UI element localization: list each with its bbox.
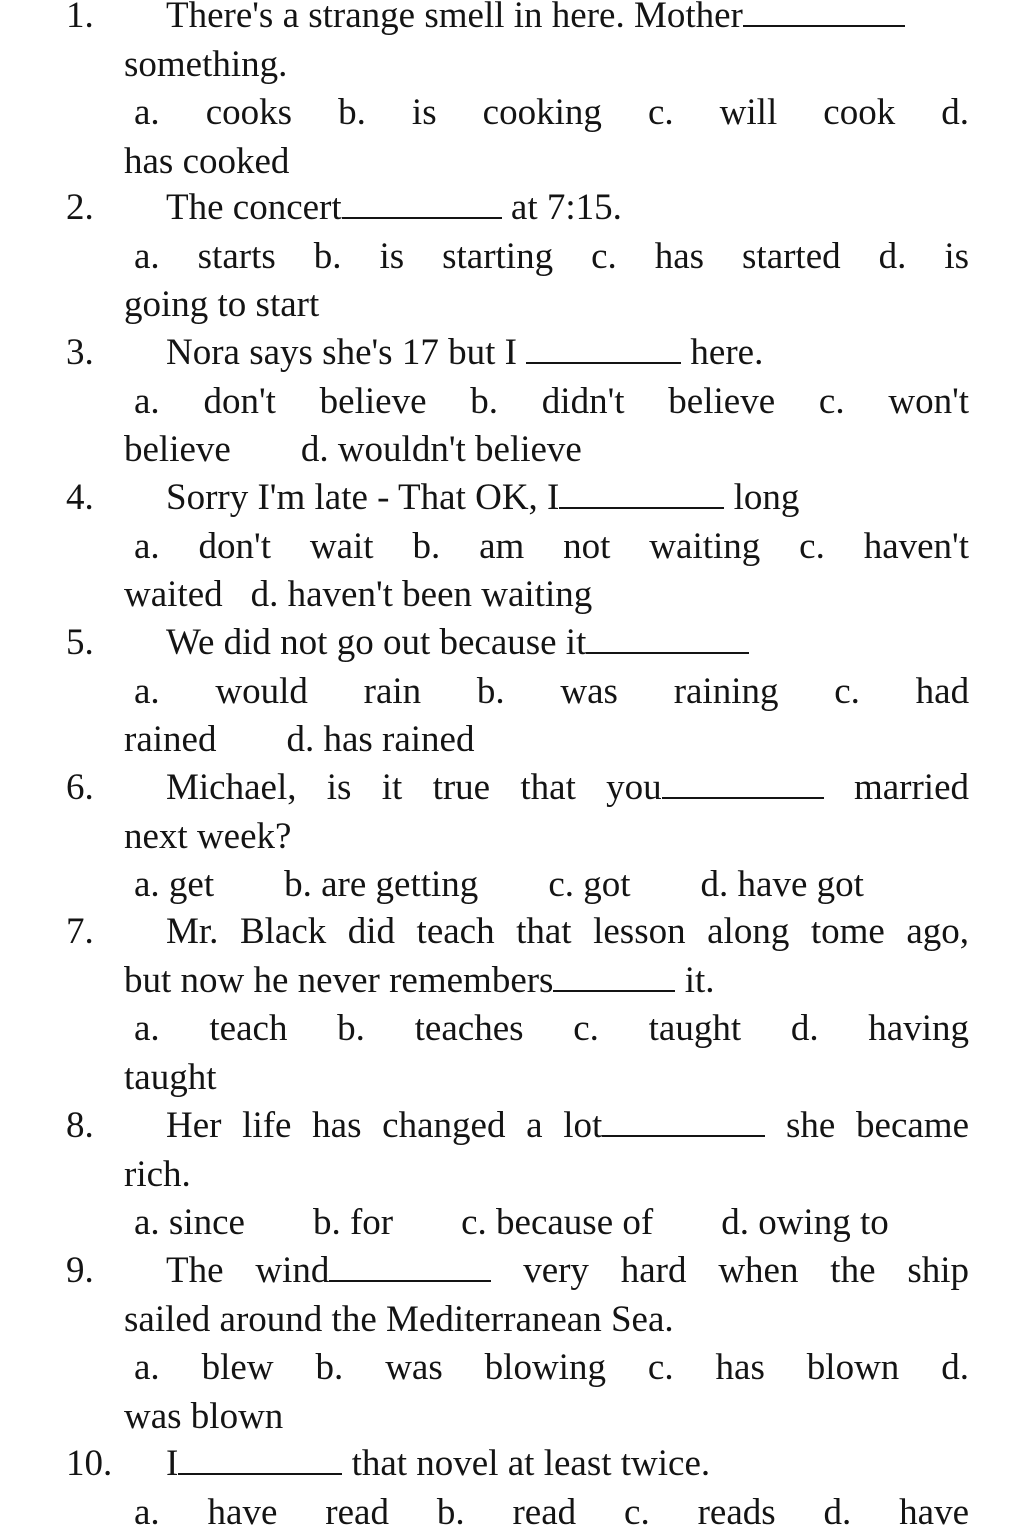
question-stem — [0, 764, 1024, 813]
stem-text: Her life has changed a lot — [166, 1105, 603, 1146]
option-d[interactable]: d. wouldn't believe — [300, 429, 582, 470]
option-b[interactable]: b. are getting — [284, 864, 479, 905]
question-stem — [0, 184, 1024, 233]
question-6 — [0, 764, 1024, 910]
option-d[interactable]: d. have — [823, 1491, 970, 1531]
options-row — [0, 233, 1024, 282]
options-row — [0, 861, 1024, 910]
options-row — [0, 523, 1024, 572]
option-a[interactable]: a. starts — [134, 235, 276, 277]
option-a[interactable]: a. blew — [134, 1347, 274, 1388]
option-d-continuation[interactable]: going to start — [124, 284, 320, 325]
stem-continuation: something. — [124, 43, 288, 85]
options-row — [0, 1005, 1024, 1054]
stem-text: The wind — [166, 1250, 330, 1291]
question-number: 2. — [66, 187, 94, 228]
stem-text: Sorry I'm late - That OK, I — [166, 477, 560, 518]
stem-continuation: sailed around the Mediterranean Sea. — [124, 1298, 674, 1340]
stem-text: The concert — [166, 187, 342, 228]
stem-text-after: it. — [684, 959, 715, 1001]
question-2 — [0, 184, 1024, 330]
option-c[interactable]: c. haven't — [799, 525, 970, 567]
stem-text: I — [166, 1443, 179, 1484]
option-b[interactable]: b. is cooking — [338, 92, 602, 133]
question-8 — [0, 1102, 1024, 1248]
option-a[interactable]: a. don't believe — [134, 380, 427, 422]
option-b[interactable]: b. teaches — [337, 1008, 524, 1049]
option-b[interactable]: b. was blowing — [315, 1347, 606, 1388]
question-number: 6. — [66, 767, 94, 808]
option-d[interactable]: d. haven't been waiting — [250, 574, 593, 615]
option-d[interactable]: d. have got — [700, 864, 864, 905]
option-c-continuation[interactable]: believe — [124, 429, 231, 470]
option-d[interactable]: d. — [941, 92, 970, 133]
stem-text: Mr. Black did teach that lesson along tome ago, — [166, 911, 969, 952]
question-stem — [0, 329, 1024, 378]
question-stem — [0, 908, 1024, 957]
answer-blank[interactable] — [329, 1280, 491, 1282]
option-d-continuation[interactable]: taught — [124, 1056, 217, 1098]
option-d[interactable]: d. is — [878, 235, 970, 277]
option-d[interactable]: d. — [941, 1347, 970, 1388]
option-b[interactable]: b. am not waiting — [412, 525, 761, 567]
option-c[interactable] — [834, 671, 969, 712]
option-b[interactable]: b. didn't believe — [470, 380, 776, 422]
stem-text: We did not go out because it — [166, 622, 587, 663]
stem-text-after: here. — [690, 332, 764, 373]
option-c[interactable]: c. reads — [624, 1491, 776, 1531]
stem-text-after: very hard when the ship — [523, 1250, 970, 1291]
option-word: rain — [363, 670, 422, 712]
option-word: was — [560, 670, 618, 712]
option-letter: a. — [134, 670, 160, 712]
answer-blank[interactable] — [743, 25, 905, 27]
question-7 — [0, 908, 1024, 1102]
option-b[interactable]: b. is starting — [313, 235, 554, 277]
option-c[interactable]: c. won't — [818, 380, 970, 422]
question-stem — [0, 0, 1024, 41]
option-c[interactable]: c. taught — [573, 1008, 742, 1049]
stem-text: Nora says she's 17 but I — [166, 332, 517, 373]
question-number: 8. — [66, 1105, 94, 1146]
stem-text-after: at 7:15. — [510, 187, 622, 228]
question-number: 10. — [66, 1443, 113, 1484]
options-continuation — [0, 716, 1024, 765]
question-3 — [0, 329, 1024, 475]
options-row — [0, 378, 1024, 427]
option-c[interactable]: c. will cook — [647, 92, 896, 133]
answer-blank[interactable] — [662, 797, 824, 799]
answer-blank[interactable] — [526, 362, 681, 364]
stem-text-after: that novel at least twice. — [351, 1443, 711, 1484]
option-word: had — [915, 670, 970, 712]
options-continuation — [0, 426, 1024, 475]
answer-blank[interactable] — [602, 1135, 765, 1137]
stem-continuation: rich. — [124, 1153, 191, 1195]
stem-text: Michael, is it true that you — [166, 767, 662, 808]
option-a[interactable] — [134, 671, 421, 712]
question-10 — [0, 1440, 1024, 1531]
stem-continuation — [0, 957, 1024, 1006]
option-c[interactable]: c. has blown — [647, 1347, 900, 1388]
stem-text-after: long — [733, 477, 800, 518]
option-a[interactable]: a. since — [134, 1202, 245, 1243]
question-5 — [0, 619, 1024, 765]
question-number: 3. — [66, 332, 94, 373]
question-number: 9. — [66, 1250, 94, 1291]
stem-text: but now he never remembers — [124, 959, 554, 1001]
question-number: 7. — [66, 911, 94, 952]
question-1 — [0, 0, 1024, 186]
options-row — [0, 89, 1024, 138]
answer-blank[interactable] — [342, 217, 502, 219]
option-word: raining — [673, 670, 779, 712]
option-d[interactable]: d. owing to — [721, 1202, 889, 1243]
question-number: 4. — [66, 477, 94, 518]
answer-blank[interactable] — [553, 990, 675, 992]
stem-text-after: she became — [786, 1105, 970, 1146]
option-a[interactable]: a. have read — [134, 1491, 389, 1531]
option-letter: c. — [834, 670, 860, 712]
stem-text: There's a strange smell in here. Mother — [166, 0, 743, 36]
option-c[interactable]: c. has started — [591, 235, 841, 277]
question-9 — [0, 1247, 1024, 1441]
option-word: would — [215, 670, 308, 712]
answer-blank[interactable] — [586, 652, 749, 654]
option-c[interactable]: c. because of — [461, 1202, 654, 1243]
option-c-continuation[interactable]: waited — [124, 574, 223, 615]
options-row — [0, 1344, 1024, 1393]
option-d[interactable]: d. having — [790, 1008, 969, 1049]
question-stem — [0, 1440, 1024, 1489]
options-row — [0, 1199, 1024, 1248]
options-continuation — [0, 571, 1024, 620]
option-a[interactable]: a. teach — [134, 1008, 288, 1049]
question-number: 1. — [66, 0, 94, 36]
question-number: 5. — [66, 622, 94, 663]
options-row — [0, 1489, 1024, 1531]
question-stem — [0, 1247, 1024, 1296]
question-stem — [0, 474, 1024, 523]
options-row — [0, 668, 1024, 717]
option-d-continuation[interactable]: was blown — [124, 1395, 284, 1437]
option-b[interactable]: b. read — [436, 1491, 577, 1531]
option-d-continuation[interactable]: has cooked — [124, 140, 290, 182]
question-4 — [0, 474, 1024, 620]
option-b[interactable] — [477, 671, 779, 712]
stem-text-after: married — [853, 767, 969, 808]
option-b[interactable]: b. for — [312, 1202, 394, 1243]
option-letter: b. — [476, 670, 505, 712]
option-c-continuation[interactable]: rained — [124, 719, 217, 760]
stem-continuation: next week? — [124, 815, 292, 857]
question-stem — [0, 619, 1024, 668]
option-a[interactable]: a. don't wait — [134, 525, 374, 567]
question-stem — [0, 1102, 1024, 1151]
option-d[interactable]: d. has rained — [286, 719, 475, 760]
option-a[interactable]: a. get — [134, 864, 215, 905]
answer-blank[interactable] — [178, 1473, 342, 1475]
option-a[interactable]: a. cooks — [134, 92, 293, 133]
answer-blank[interactable] — [559, 507, 724, 509]
option-c[interactable]: c. got — [548, 864, 631, 905]
